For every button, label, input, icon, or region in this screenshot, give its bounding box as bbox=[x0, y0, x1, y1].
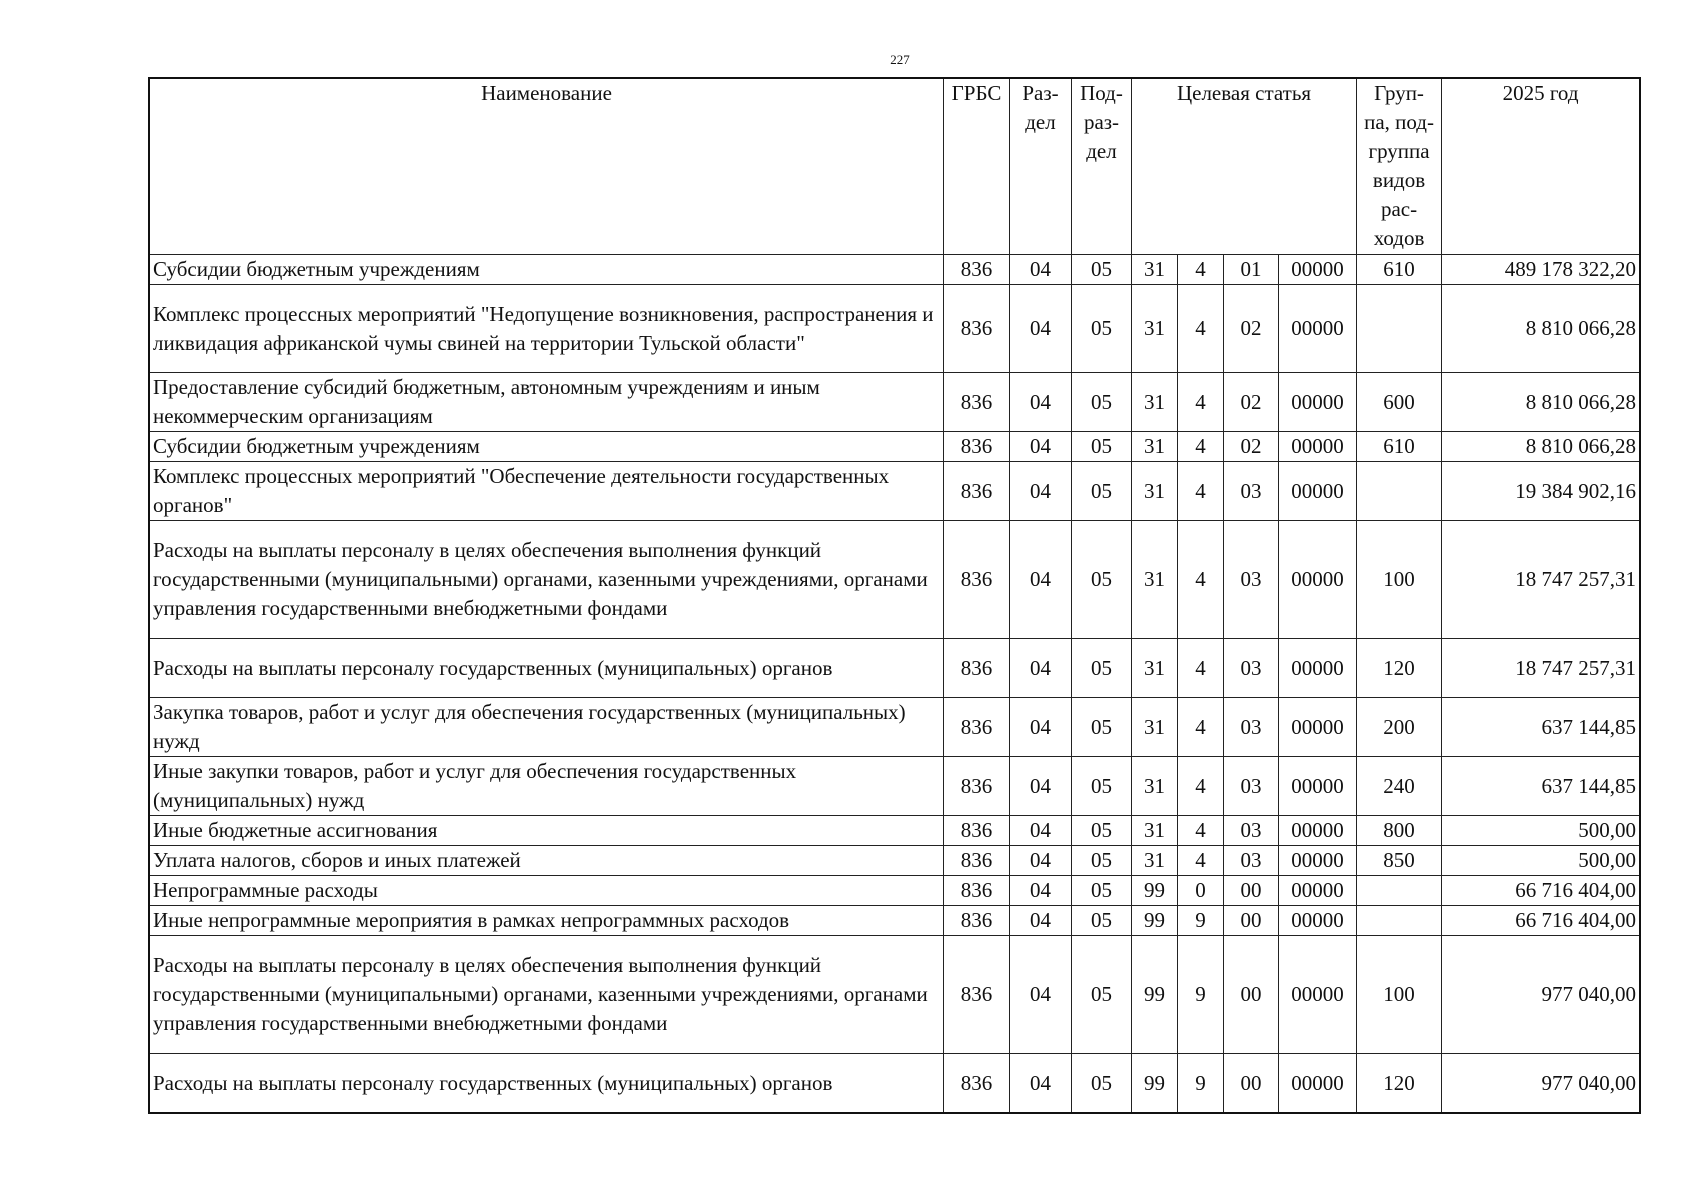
table-row bbox=[150, 936, 1640, 1054]
row-amount: 489 178 322,20 bbox=[1442, 255, 1640, 285]
row-grbs: 836 bbox=[944, 285, 1010, 373]
table-row bbox=[150, 462, 1640, 521]
row-amount: 8 810 066,28 bbox=[1442, 373, 1640, 432]
row-expense-group bbox=[1357, 462, 1442, 521]
row-target-type: 4 bbox=[1178, 373, 1224, 432]
row-target-program: 31 bbox=[1132, 255, 1178, 285]
row-grbs: 836 bbox=[944, 1054, 1010, 1113]
row-target-direction: 00000 bbox=[1279, 876, 1357, 906]
row-target-type: 4 bbox=[1178, 462, 1224, 521]
row-target-program: 31 bbox=[1132, 698, 1178, 757]
table-row bbox=[150, 816, 1640, 846]
row-target-type: 4 bbox=[1178, 757, 1224, 816]
table-row bbox=[150, 757, 1640, 816]
row-grbs: 836 bbox=[944, 906, 1010, 936]
row-target-direction: 00000 bbox=[1279, 285, 1357, 373]
header-year-2025: 2025 год bbox=[1442, 79, 1640, 255]
header-grbs: ГРБС bbox=[944, 79, 1010, 255]
row-target-program: 99 bbox=[1132, 936, 1178, 1054]
row-expense-group bbox=[1357, 285, 1442, 373]
header-row bbox=[150, 79, 1640, 255]
row-expense-group bbox=[1357, 906, 1442, 936]
row-target-element: 00 bbox=[1224, 936, 1279, 1054]
row-target-direction: 00000 bbox=[1279, 698, 1357, 757]
row-target-type: 4 bbox=[1178, 846, 1224, 876]
row-amount: 637 144,85 bbox=[1442, 698, 1640, 757]
row-amount: 8 810 066,28 bbox=[1442, 285, 1640, 373]
row-target-program: 99 bbox=[1132, 1054, 1178, 1113]
row-target-direction: 00000 bbox=[1279, 432, 1357, 462]
row-target-direction: 00000 bbox=[1279, 936, 1357, 1054]
row-section: 04 bbox=[1010, 698, 1072, 757]
row-target-direction: 00000 bbox=[1279, 906, 1357, 936]
row-amount: 637 144,85 bbox=[1442, 757, 1640, 816]
row-subsection: 05 bbox=[1072, 521, 1132, 639]
row-expense-group: 800 bbox=[1357, 816, 1442, 846]
row-subsection: 05 bbox=[1072, 846, 1132, 876]
row-grbs: 836 bbox=[944, 462, 1010, 521]
table-row bbox=[150, 906, 1640, 936]
row-target-direction: 00000 bbox=[1279, 757, 1357, 816]
row-name: Комплекс процессных мероприятий "Обеспечение деятельности государственных органов" bbox=[150, 462, 944, 521]
row-target-program: 99 bbox=[1132, 906, 1178, 936]
row-section: 04 bbox=[1010, 373, 1072, 432]
row-subsection: 05 bbox=[1072, 1054, 1132, 1113]
row-target-element: 03 bbox=[1224, 816, 1279, 846]
row-subsection: 05 bbox=[1072, 757, 1132, 816]
row-grbs: 836 bbox=[944, 816, 1010, 846]
row-amount: 977 040,00 bbox=[1442, 1054, 1640, 1113]
row-grbs: 836 bbox=[944, 846, 1010, 876]
table-row bbox=[150, 255, 1640, 285]
row-name: Закупка товаров, работ и услуг для обеспечения государственных (муниципальных) нужд bbox=[150, 698, 944, 757]
table-row bbox=[150, 373, 1640, 432]
row-target-type: 4 bbox=[1178, 639, 1224, 698]
row-target-type: 4 bbox=[1178, 285, 1224, 373]
row-name: Субсидии бюджетным учреждениям bbox=[150, 255, 944, 285]
row-target-element: 02 bbox=[1224, 285, 1279, 373]
row-target-program: 99 bbox=[1132, 876, 1178, 906]
row-grbs: 836 bbox=[944, 936, 1010, 1054]
row-name: Комплекс процессных мероприятий "Недопущение возникновения, распространения и ликвидация африканской чумы свиней на территории Тульской области" bbox=[150, 285, 944, 373]
row-name: Уплата налогов, сборов и иных платежей bbox=[150, 846, 944, 876]
row-target-program: 31 bbox=[1132, 816, 1178, 846]
row-subsection: 05 bbox=[1072, 816, 1132, 846]
table-row bbox=[150, 698, 1640, 757]
row-target-direction: 00000 bbox=[1279, 1054, 1357, 1113]
table-body bbox=[150, 255, 1640, 1113]
row-section: 04 bbox=[1010, 285, 1072, 373]
row-target-type: 9 bbox=[1178, 906, 1224, 936]
row-subsection: 05 bbox=[1072, 285, 1132, 373]
row-target-direction: 00000 bbox=[1279, 816, 1357, 846]
row-amount: 8 810 066,28 bbox=[1442, 432, 1640, 462]
row-target-element: 02 bbox=[1224, 373, 1279, 432]
row-target-direction: 00000 bbox=[1279, 462, 1357, 521]
row-grbs: 836 bbox=[944, 876, 1010, 906]
row-target-type: 4 bbox=[1178, 698, 1224, 757]
row-target-element: 03 bbox=[1224, 521, 1279, 639]
row-target-program: 31 bbox=[1132, 285, 1178, 373]
budget-table bbox=[149, 78, 1640, 1113]
row-target-element: 00 bbox=[1224, 906, 1279, 936]
row-grbs: 836 bbox=[944, 432, 1010, 462]
row-target-element: 03 bbox=[1224, 846, 1279, 876]
row-subsection: 05 bbox=[1072, 462, 1132, 521]
row-amount: 977 040,00 bbox=[1442, 936, 1640, 1054]
row-expense-group: 610 bbox=[1357, 432, 1442, 462]
table-row bbox=[150, 639, 1640, 698]
row-section: 04 bbox=[1010, 1054, 1072, 1113]
row-grbs: 836 bbox=[944, 757, 1010, 816]
row-grbs: 836 bbox=[944, 698, 1010, 757]
row-target-program: 31 bbox=[1132, 432, 1178, 462]
row-target-type: 0 bbox=[1178, 876, 1224, 906]
table-row bbox=[150, 846, 1640, 876]
row-grbs: 836 bbox=[944, 521, 1010, 639]
row-expense-group bbox=[1357, 876, 1442, 906]
row-name: Предоставление субсидий бюджетным, автономным учреждениям и иным некоммерческим организациям bbox=[150, 373, 944, 432]
row-subsection: 05 bbox=[1072, 906, 1132, 936]
header-expense-group: Груп- па, под- группа видов рас- ходов bbox=[1357, 79, 1442, 255]
row-target-program: 31 bbox=[1132, 373, 1178, 432]
row-section: 04 bbox=[1010, 876, 1072, 906]
row-section: 04 bbox=[1010, 757, 1072, 816]
row-amount: 19 384 902,16 bbox=[1442, 462, 1640, 521]
row-expense-group: 100 bbox=[1357, 521, 1442, 639]
row-section: 04 bbox=[1010, 816, 1072, 846]
row-name: Иные непрограммные мероприятия в рамках непрограммных расходов bbox=[150, 906, 944, 936]
row-subsection: 05 bbox=[1072, 698, 1132, 757]
row-subsection: 05 bbox=[1072, 876, 1132, 906]
row-target-type: 9 bbox=[1178, 1054, 1224, 1113]
row-target-element: 03 bbox=[1224, 757, 1279, 816]
row-section: 04 bbox=[1010, 521, 1072, 639]
row-expense-group: 610 bbox=[1357, 255, 1442, 285]
row-amount: 500,00 bbox=[1442, 816, 1640, 846]
table-row bbox=[150, 1054, 1640, 1113]
row-name: Расходы на выплаты персоналу государственных (муниципальных) органов bbox=[150, 639, 944, 698]
row-target-type: 4 bbox=[1178, 255, 1224, 285]
row-section: 04 bbox=[1010, 906, 1072, 936]
row-amount: 66 716 404,00 bbox=[1442, 906, 1640, 936]
row-target-type: 4 bbox=[1178, 521, 1224, 639]
row-target-element: 00 bbox=[1224, 1054, 1279, 1113]
header-name: Наименование bbox=[150, 79, 944, 255]
row-name: Расходы на выплаты персоналу государственных (муниципальных) органов bbox=[150, 1054, 944, 1113]
row-grbs: 836 bbox=[944, 255, 1010, 285]
row-target-direction: 00000 bbox=[1279, 373, 1357, 432]
row-target-direction: 00000 bbox=[1279, 639, 1357, 698]
row-subsection: 05 bbox=[1072, 936, 1132, 1054]
table-row bbox=[150, 876, 1640, 906]
row-subsection: 05 bbox=[1072, 373, 1132, 432]
table-row bbox=[150, 521, 1640, 639]
row-subsection: 05 bbox=[1072, 432, 1132, 462]
header-section: Раз- дел bbox=[1010, 79, 1072, 255]
row-amount: 500,00 bbox=[1442, 846, 1640, 876]
row-target-direction: 00000 bbox=[1279, 255, 1357, 285]
row-amount: 18 747 257,31 bbox=[1442, 639, 1640, 698]
row-name: Расходы на выплаты персоналу в целях обеспечения выполнения функций государственными (муниципальными) органами, казенными учреждениями, органами управления государственными внебюджетными фондами bbox=[150, 521, 944, 639]
row-grbs: 836 bbox=[944, 639, 1010, 698]
table-row bbox=[150, 432, 1640, 462]
row-target-program: 31 bbox=[1132, 846, 1178, 876]
row-expense-group: 600 bbox=[1357, 373, 1442, 432]
row-section: 04 bbox=[1010, 255, 1072, 285]
row-target-program: 31 bbox=[1132, 639, 1178, 698]
row-grbs: 836 bbox=[944, 373, 1010, 432]
row-expense-group: 120 bbox=[1357, 639, 1442, 698]
row-target-element: 01 bbox=[1224, 255, 1279, 285]
row-name: Расходы на выплаты персоналу в целях обеспечения выполнения функций государственными (муниципальными) органами, казенными учреждениями, органами управления государственными внебюджетными фондами bbox=[150, 936, 944, 1054]
row-target-element: 03 bbox=[1224, 462, 1279, 521]
row-section: 04 bbox=[1010, 936, 1072, 1054]
row-section: 04 bbox=[1010, 462, 1072, 521]
row-subsection: 05 bbox=[1072, 255, 1132, 285]
row-expense-group: 120 bbox=[1357, 1054, 1442, 1113]
row-target-element: 03 bbox=[1224, 698, 1279, 757]
row-amount: 66 716 404,00 bbox=[1442, 876, 1640, 906]
row-name: Субсидии бюджетным учреждениям bbox=[150, 432, 944, 462]
row-target-direction: 00000 bbox=[1279, 521, 1357, 639]
row-target-element: 02 bbox=[1224, 432, 1279, 462]
row-subsection: 05 bbox=[1072, 639, 1132, 698]
row-section: 04 bbox=[1010, 432, 1072, 462]
row-target-program: 31 bbox=[1132, 757, 1178, 816]
header-subsection: Под- раз- дел bbox=[1072, 79, 1132, 255]
row-target-program: 31 bbox=[1132, 521, 1178, 639]
row-target-direction: 00000 bbox=[1279, 846, 1357, 876]
row-target-program: 31 bbox=[1132, 462, 1178, 521]
row-amount: 18 747 257,31 bbox=[1442, 521, 1640, 639]
row-target-element: 03 bbox=[1224, 639, 1279, 698]
row-target-element: 00 bbox=[1224, 876, 1279, 906]
row-section: 04 bbox=[1010, 846, 1072, 876]
row-target-type: 9 bbox=[1178, 936, 1224, 1054]
row-expense-group: 850 bbox=[1357, 846, 1442, 876]
row-name: Иные бюджетные ассигнования bbox=[150, 816, 944, 846]
row-expense-group: 100 bbox=[1357, 936, 1442, 1054]
row-target-type: 4 bbox=[1178, 816, 1224, 846]
row-name: Непрограммные расходы bbox=[150, 876, 944, 906]
table-row bbox=[150, 285, 1640, 373]
header-target-article: Целевая статья bbox=[1132, 79, 1357, 255]
page-number: 227 bbox=[890, 52, 910, 67]
row-section: 04 bbox=[1010, 639, 1072, 698]
row-name: Иные закупки товаров, работ и услуг для обеспечения государственных (муниципальных) нужд bbox=[150, 757, 944, 816]
row-expense-group: 240 bbox=[1357, 757, 1442, 816]
row-target-type: 4 bbox=[1178, 432, 1224, 462]
row-expense-group: 200 bbox=[1357, 698, 1442, 757]
